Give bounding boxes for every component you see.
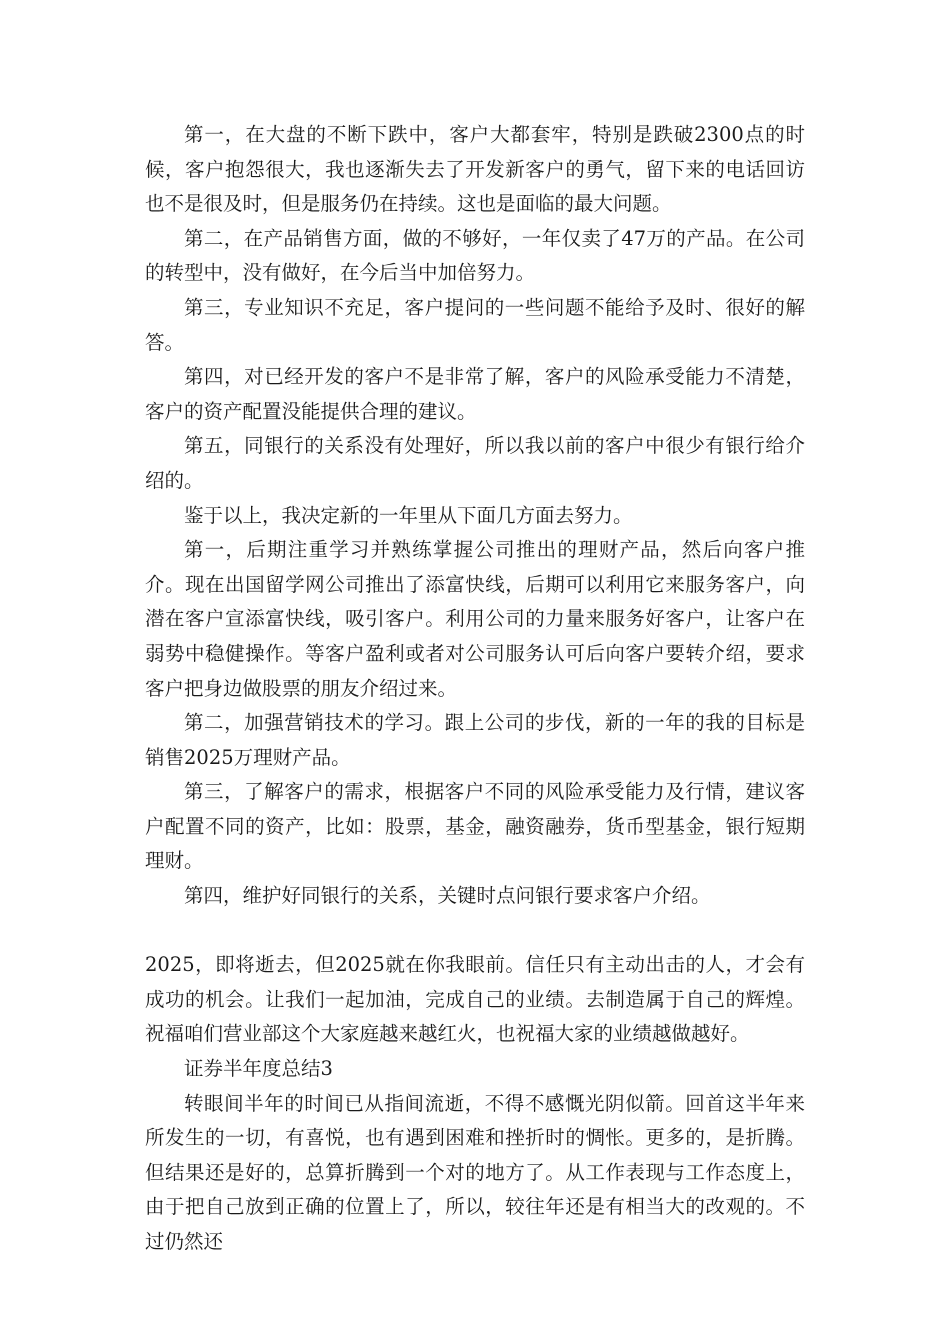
closing-paragraph: 2025，即将逝去，但2025就在你我眼前。信任只有主动出击的人，才会有成功的机会。让我们一起加油，完成自己的业绩。去制造属于自己的辉煌。祝福咱们营业部这个大家庭越来越红火，也祝福大家的业绩越做越好。: [145, 953, 805, 1046]
paragraph-5: 第五，同银行的关系没有处理好，所以我以前的客户中很少有银行给介绍的。: [145, 434, 805, 492]
paragraph-8: 第二，加强营销技术的学习。跟上公司的步伐，新的一年的我的目标是销售2025万理财产品。: [145, 711, 805, 769]
paragraph-1: 第一，在大盘的不断下跌中，客户大都套牢，特别是跌破2300点的时候，客户抱怨很大，我也逐渐失去了开发新客户的勇气，留下来的电话回访也不是很及时，但是服务仍在持续。这也是面临的最大问题。: [145, 123, 805, 216]
section-heading: 证券半年度总结3: [184, 1057, 333, 1081]
paragraph-2: 第二，在产品销售方面，做的不够好，一年仅卖了47万的产品。在公司的转型中，没有做好，在今后当中加倍努力。: [145, 226, 805, 285]
document-page: [145, 118, 805, 1260]
section-paragraph: 转眼间半年的时间已从指间流逝，不得不感慨光阴似箭。回首这半年来所发生的一切，有喜悦，也有遇到困难和挫折时的惆怅。更多的，是折腾。但结果还是好的，总算折腾到一个对的地方了。从工作表现与工作态度上，由于把自己放到正确的位置上了，所以，较往年还是有相当大的改观的。不过仍然还: [145, 1091, 805, 1253]
paragraph-7: 第一，后期注重学习并熟练掌握公司推出的理财产品，然后向客户推介。现在出国留学网公司推出了添富快线，后期可以利用它来服务客户，向潜在客户宣添富快线，吸引客户。利用公司的力量来服务好客户，让客户在弱势中稳健操作。等客户盈利或者对公司服务认可后向客户要转介绍，要求客户把身边做股票的朋友介绍过来。: [145, 538, 805, 700]
paragraph-10: 第四，维护好同银行的关系，关键时点问银行要求客户介绍。: [184, 884, 711, 908]
paragraph-3: 第三，专业知识不充足，客户提问的一些问题不能给予及时、很好的解答。: [145, 295, 805, 354]
blank-line: [145, 914, 805, 949]
paragraph-6: 鉴于以上，我决定新的一年里从下面几方面去努力。: [184, 503, 633, 527]
paragraph-4: 第四，对已经开发的客户不是非常了解，客户的风险承受能力不清楚，客户的资产配置没能提供合理的建议。: [145, 365, 805, 423]
paragraph-9: 第三，了解客户的需求，根据客户不同的风险承受能力及行情，建议客户配置不同的资产，比如：股票，基金，融资融券，货币型基金，银行短期理财。: [145, 780, 805, 873]
